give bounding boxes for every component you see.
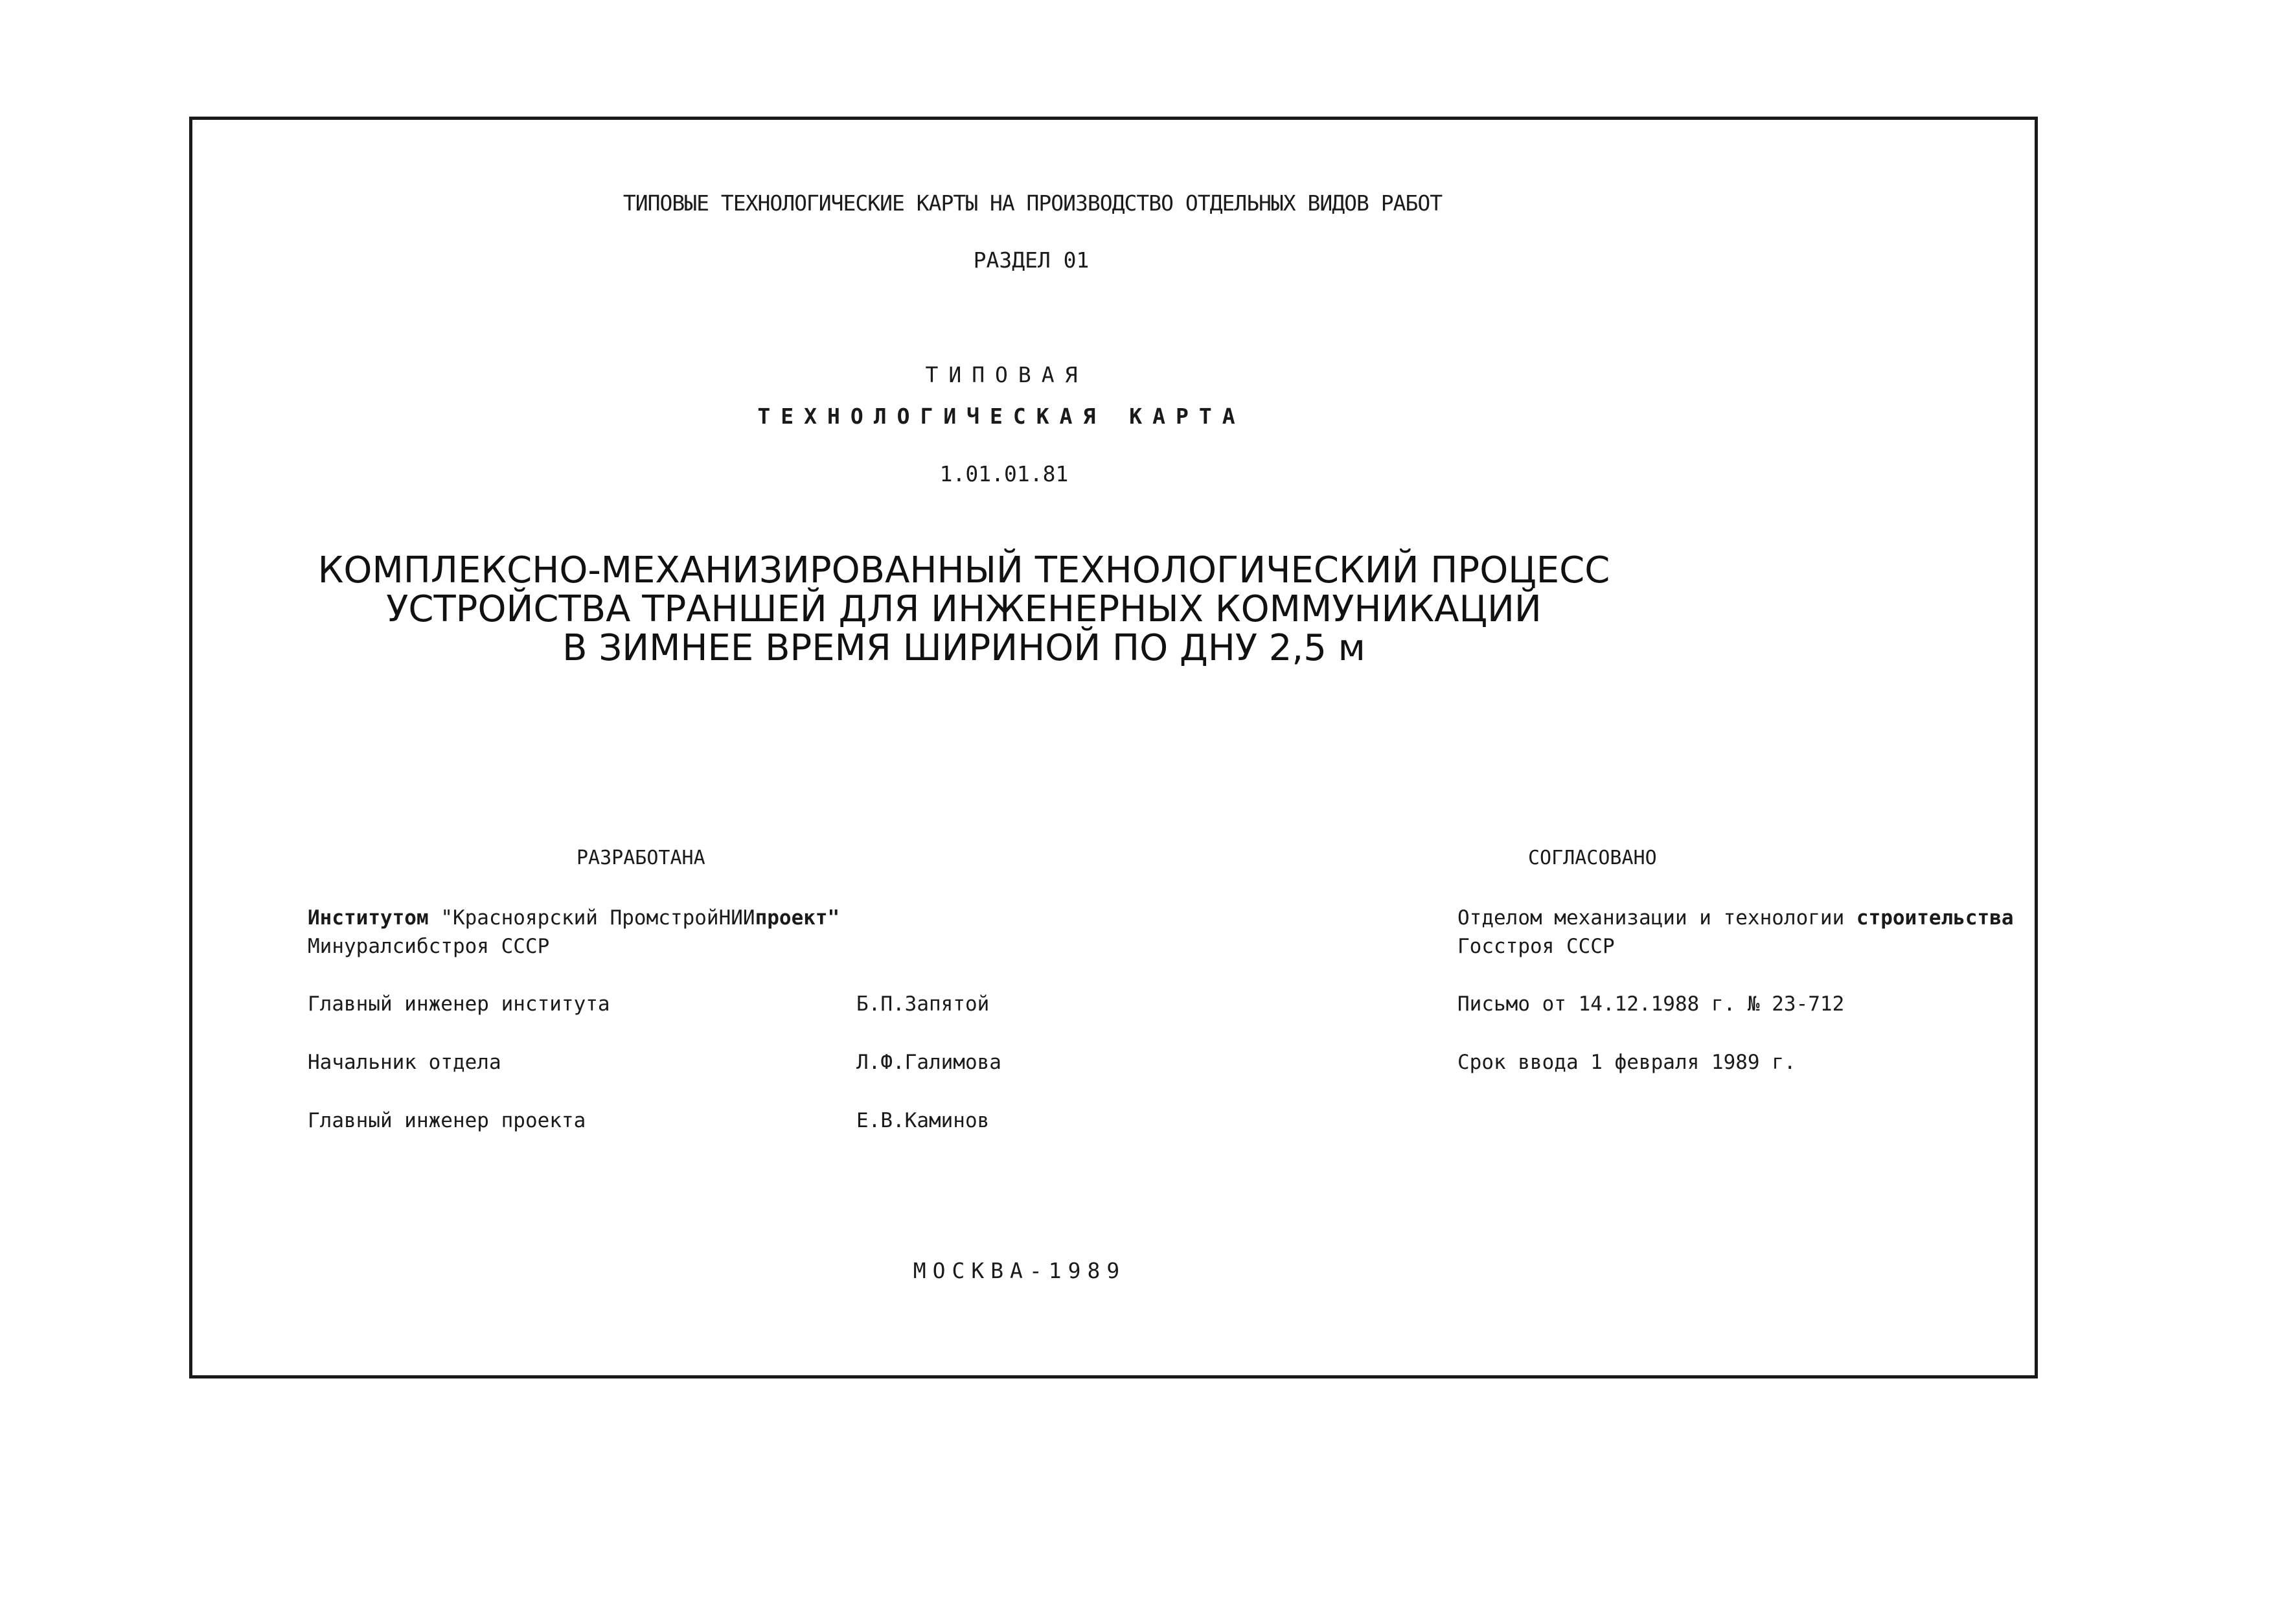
person-name-3: Е.В.Каминов — [856, 1109, 990, 1132]
approved-label: СОГЛАСОВАНО — [1528, 847, 1657, 869]
series-title: ТИПОВЫЕ ТЕХНОЛОГИЧЕСКИЕ КАРТЫ НА ПРОИЗВОДСТВО ОТДЕЛЬНЫХ ВИДОВ РАБОТ — [622, 190, 1443, 216]
page-frame — [189, 117, 2038, 1378]
person-name-1: Б.П.Запятой — [856, 992, 990, 1016]
main-title-line2: УСТРОЙСТВА ТРАНШЕЙ ДЛЯ ИНЖЕНЕРНЫХ КОММУНИКАЦИЙ — [386, 588, 1542, 630]
main-title-line1: КОМПЛЕКСНО-МЕХАНИЗИРОВАННЫЙ ТЕХНОЛОГИЧЕСКИЙ ПРОЦЕСС — [317, 549, 1610, 591]
approval-letter: Письмо от 14.12.1988 г. № 23-712 — [1457, 992, 1845, 1016]
doc-type-line1: ТИПОВАЯ — [925, 362, 1088, 387]
approved-org-line2: Госстроя СССР — [1457, 935, 1615, 958]
developed-org-name: "Красноярский ПромстройНИИ — [440, 906, 755, 930]
doc-number: 1.01.01.81 — [939, 461, 1069, 486]
person-role-2: Начальник отдела — [308, 1051, 501, 1074]
developed-org-name-bold: проект" — [755, 906, 840, 930]
effective-date: Срок ввода 1 февраля 1989 г. — [1457, 1051, 1796, 1074]
developed-org-line2: Минуралсибстроя СССР — [308, 935, 550, 958]
developed-org-prefix: Институтом — [308, 906, 429, 930]
person-role-3: Главный инженер проекта — [308, 1109, 586, 1132]
approved-org-text-bold: строительства — [1856, 906, 2014, 930]
developed-org-line1 — [308, 908, 839, 928]
main-title-line3: В ЗИМНЕЕ ВРЕМЯ ШИРИНОЙ ПО ДНУ 2,5 м — [562, 627, 1365, 669]
approved-org-text: Отделом механизации и технологии — [1457, 906, 1856, 930]
city-year: МОСКВА-1989 — [913, 1258, 1126, 1283]
section-number: РАЗДЕЛ 01 — [973, 247, 1090, 273]
approved-org-line1 — [1457, 908, 2014, 928]
person-role-1: Главный инженер института — [308, 992, 610, 1016]
person-name-2: Л.Ф.Галимова — [856, 1051, 1001, 1074]
doc-type-line2: ТЕХНОЛОГИЧЕСКАЯ КАРТА — [757, 404, 1246, 429]
developed-label: РАЗРАБОТАНА — [577, 847, 705, 869]
